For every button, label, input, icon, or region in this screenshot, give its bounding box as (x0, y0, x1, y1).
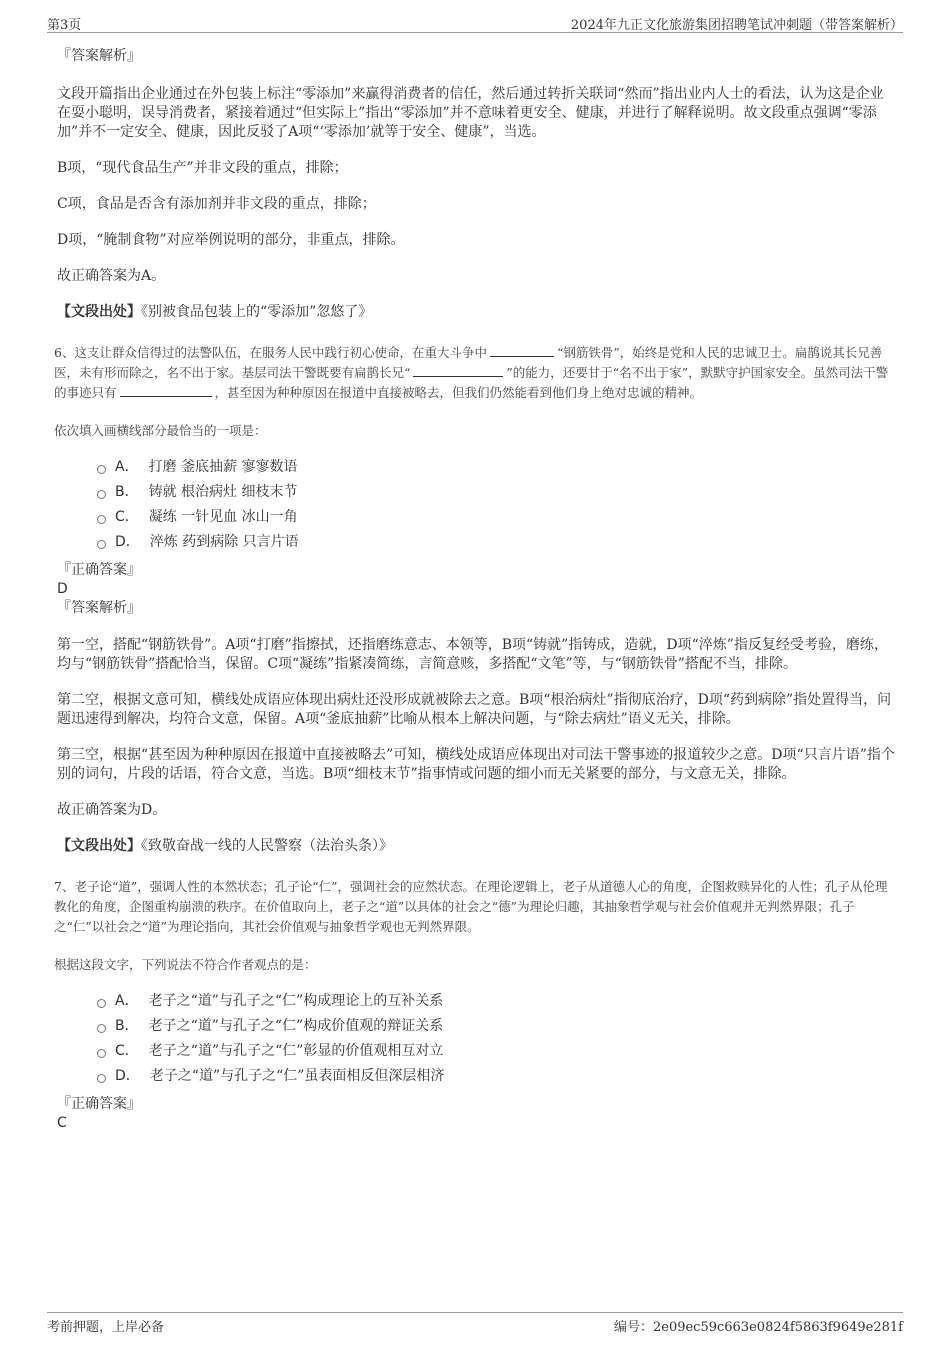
footer-slogan: 考前押题，上岸必备 (47, 1320, 165, 1335)
option-letter: D． (115, 1068, 140, 1084)
q5-source (57, 303, 897, 322)
q6-stem-text: ”的能力，还要甘于“名不出于家”，默默守护国家安全。虽然司法干警的事迹只有 (54, 365, 889, 400)
q7-option-b[interactable] (97, 1014, 897, 1039)
page-number: 第3页 (47, 18, 82, 33)
q7-answer: C (57, 1115, 67, 1131)
option-text: 打磨 釜底抽薪 寥寥数语 (148, 459, 298, 475)
q6-analysis-paragraph: 第三空，根据“甚至因为种种原因在报道中直接被略去”可知，横线处成语应体现出对司法干警事迹的报道较少之意。D项“只言片语”指个别的词句，片段的话语，符合文意，当选。B项“细枝末节”指事情或问题的细小而无关紧要的部分，与文意无关，排除。 (57, 747, 895, 782)
option-letter: B． (115, 1018, 139, 1034)
q6-stem-text: “钢筋铁骨”，始终是党和人民的忠诚卫士。扁鹊说其长兄善医，未有形而除之，名不出于家。基层司法干警既要有扁鹊长兄“ (54, 345, 883, 380)
q7-option-d[interactable] (97, 1064, 897, 1089)
radio-icon[interactable] (97, 515, 106, 524)
q6-source (57, 837, 897, 856)
q5-source-label: 【文段出处】 (57, 304, 141, 320)
q6-stem (54, 343, 897, 403)
q6-option-d[interactable] (97, 530, 897, 555)
q6-blank-3 (120, 384, 212, 397)
radio-icon[interactable] (97, 1049, 106, 1058)
q6-options (97, 455, 897, 555)
q6-analysis-paragraph: 故正确答案为D。 (57, 802, 167, 818)
option-letter: D． (115, 534, 140, 550)
option-text: 老子之“道”与孔子之“仁”构成理论上的互补关系 (148, 993, 444, 1009)
radio-icon[interactable] (97, 1024, 106, 1033)
option-text: 铸就 根治病灶 细枝末节 (148, 484, 298, 500)
radio-icon[interactable] (97, 1074, 106, 1083)
q7-options (97, 989, 897, 1089)
q7-stem: 7、老子论“道”，强调人性的本然状态；孔子论“仁”，强调社会的应然状态。在理论逻辑上，老子从道德人心的角度，企图救赎异化的人性；孔子从伦理教化的角度，企图重构崩溃的秩序。在价值取向上，老子之“道”以具体的社会之“德”为理论归趣，其抽象哲学观与社会价值观并无判然界限；孔子之“仁”以社会之“道”为理论指向，其社会价值观与抽象哲学观也无判然界限。 (54, 879, 888, 934)
page-content (54, 38, 897, 1133)
option-letter: B． (115, 484, 139, 500)
q6-stem-text: ，甚至因为种种原因在报道中直接被略去，但我们仍然能看到他们身上绝对忠诚的精神。 (214, 385, 703, 400)
q6-blank-1 (490, 344, 554, 357)
option-letter: C． (115, 1043, 139, 1059)
q6-option-c[interactable] (97, 505, 897, 530)
option-text: 凝练 一针见血 冰山一角 (148, 509, 298, 525)
radio-icon[interactable] (97, 490, 106, 499)
page-footer (47, 1312, 903, 1335)
q5-analysis-paragraph: B项，“现代食品生产”并非文段的重点，排除； (57, 160, 348, 176)
q7-prompt: 根据这段文字，下列说法不符合作者观点的是： (54, 957, 317, 972)
q6-analysis-label: 『答案解析』 (57, 600, 141, 616)
q6-source-text: 《致敬奋战一线的人民警察（法治头条）》 (141, 838, 393, 854)
radio-icon[interactable] (97, 540, 106, 549)
option-letter: C． (115, 509, 139, 525)
option-text: 老子之“道”与孔子之“仁”虽表面相反但深层相济 (149, 1068, 445, 1084)
q6-analysis-paragraph: 第二空，根据文意可知，横线处成语应体现出病灶还没形成就被除去之意。B项“根治病灶”指彻底治疗，D项“药到病除”指处置得当，问题迅速得到解决，均符合文意，保留。A项“釜底抽薪”比喻从根本上解决问题，与“除去病灶”语义无关，排除。 (57, 692, 892, 727)
q5-source-text: 《别被食品包装上的“零添加”忽悠了》 (141, 304, 373, 320)
option-text: 淬炼 药到病除 只言片语 (149, 534, 299, 550)
q5-analysis-label: 『答案解析』 (57, 48, 141, 64)
q6-prompt: 依次填入画横线部分最恰当的一项是： (54, 423, 267, 438)
radio-icon[interactable] (97, 465, 106, 474)
option-letter: A． (115, 993, 139, 1009)
document-title: 2024年九正文化旅游集团招聘笔试冲刺题（带答案解析） (570, 18, 903, 33)
q6-option-a[interactable] (97, 455, 897, 480)
q5-analysis-paragraph: C项，食品是否含有添加剂并非文段的重点，排除； (57, 196, 376, 212)
q7-answer-label: 『正确答案』 (57, 1096, 141, 1112)
q7-option-c[interactable] (97, 1039, 897, 1064)
radio-icon[interactable] (97, 999, 106, 1008)
option-text: 老子之“道”与孔子之“仁”构成价值观的辩证关系 (148, 1018, 444, 1034)
document-id: 编号：2e09ec59c663e0824f5863f9649e281f (613, 1320, 903, 1335)
q6-answer-label: 『正确答案』 (57, 562, 141, 578)
q7-option-a[interactable] (97, 989, 897, 1014)
option-text: 老子之“道”与孔子之“仁”彰显的价值观相互对立 (148, 1043, 444, 1059)
q6-option-b[interactable] (97, 480, 897, 505)
q5-analysis-paragraph: D项，“腌制食物”对应举例说明的部分，非重点，排除。 (57, 232, 405, 248)
q6-analysis-paragraph: 第一空，搭配“钢筋铁骨”。A项“打磨”指擦拭，还指磨练意志、本领等，B项“铸就”指铸成，造就，D项“淬炼”指反复经受考验，磨练，均与“钢筋铁骨”搭配恰当，保留。C项“凝练”指紧凑简练，言简意赅，多搭配“文笔”等，与“钢筋铁骨”搭配不当，排除。 (57, 637, 888, 672)
q6-blank-2 (413, 364, 503, 377)
q6-answer: D (57, 581, 68, 597)
page-header (47, 12, 903, 33)
q5-analysis-paragraph: 故正确答案为A。 (57, 268, 166, 284)
q6-source-label: 【文段出处】 (57, 838, 141, 854)
q6-stem-text: 6、这支让群众信得过的法警队伍，在服务人民中践行初心使命，在重大斗争中 (54, 345, 487, 360)
q5-analysis-paragraph: 文段开篇指出企业通过在外包装上标注“零添加”来赢得消费者的信任，然后通过转折关联词“然而”指出业内人士的看法，认为这是企业在耍小聪明，误导消费者，紧接着通过“但实际上”指出“零添加”并不意味着更安全、健康，并进行了解释说明。故文段重点强调“零添加”并不一定安全、健康，因此反驳了A项“‘零添加’就等于安全、健康”，当选。 (57, 86, 884, 140)
option-letter: A． (115, 459, 139, 475)
